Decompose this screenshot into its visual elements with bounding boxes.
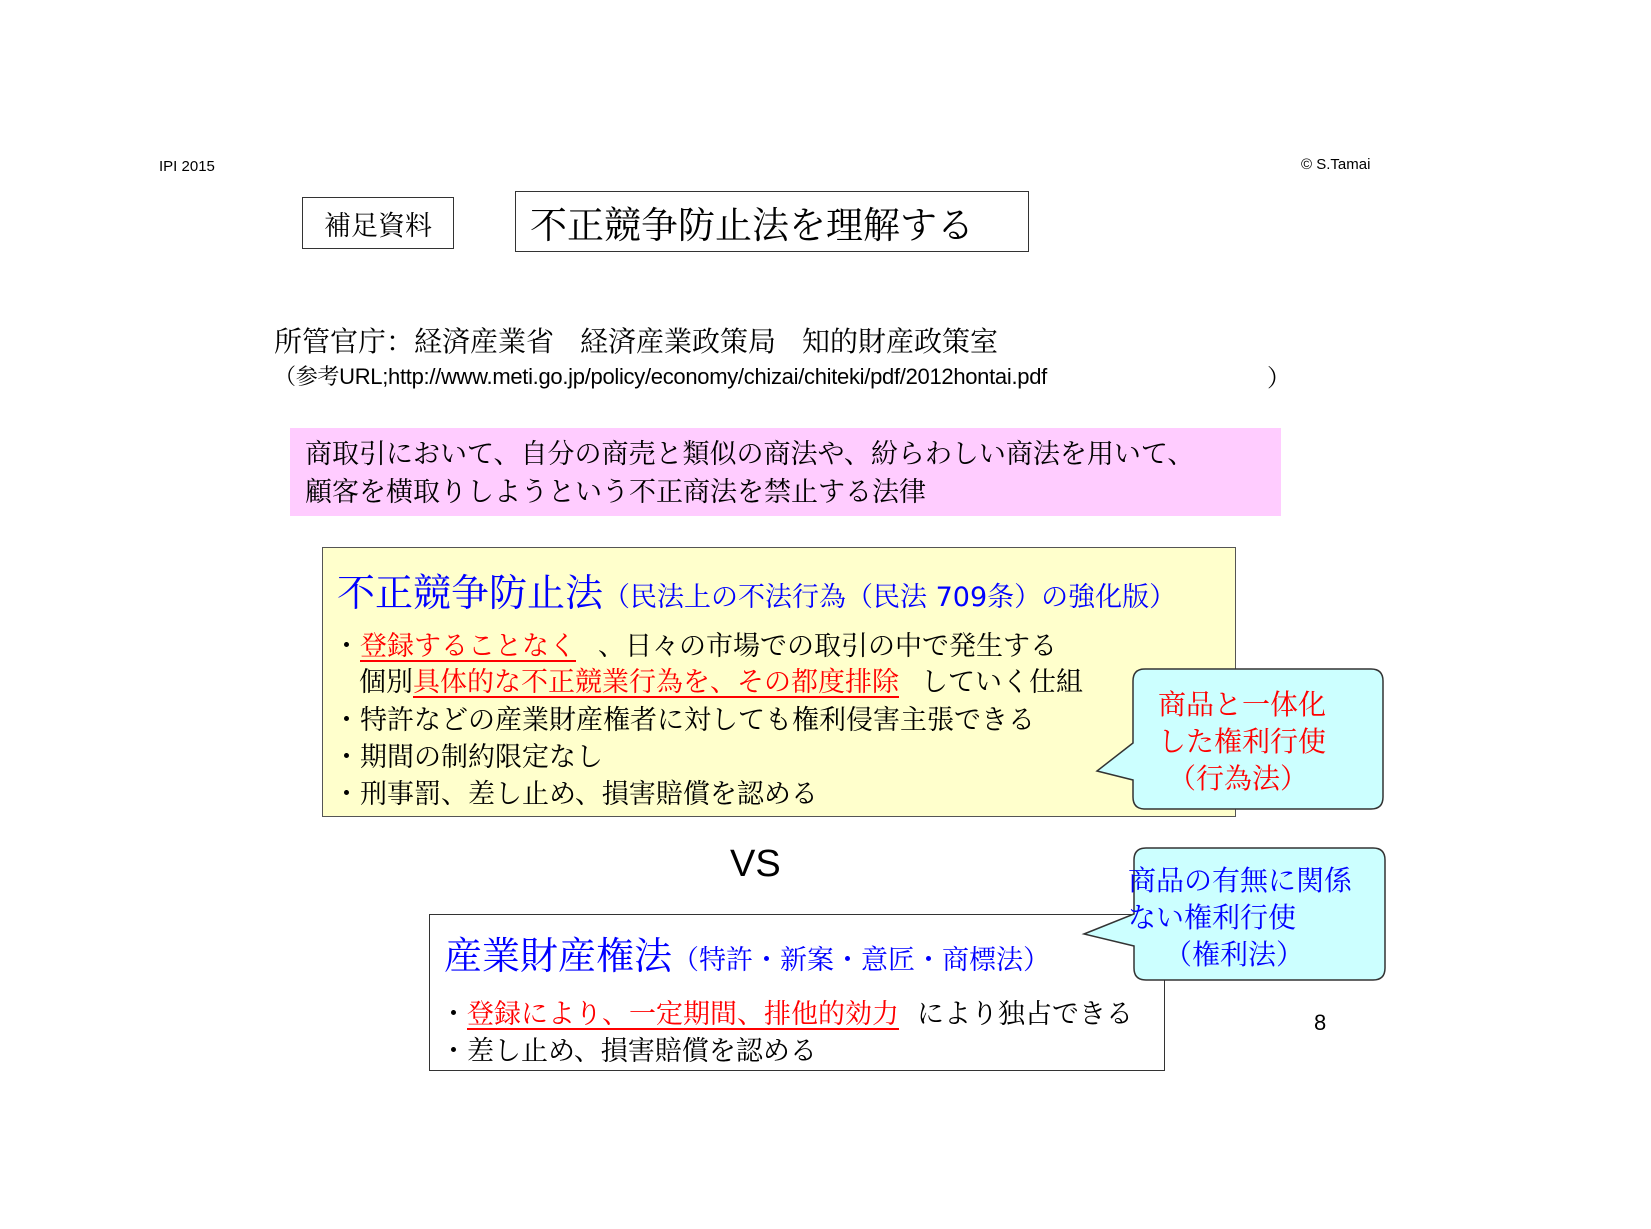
uc-bullet-1: [333, 624, 1057, 663]
uc-bullet-1b-prefix: 個別: [359, 667, 413, 698]
header-left: IPI 2015: [159, 158, 215, 175]
ip-bullet-2: ・差し止め、損害賠償を認める: [440, 1036, 817, 1067]
page-title-text: 不正競争防止法を理解する: [530, 203, 974, 247]
unfair-competition-name: 不正競争防止法: [337, 571, 604, 615]
definition-line-1: 商取引において、自分の商売と類似の商法や、紛らわしい商法を用いて、: [305, 439, 1195, 470]
reference-close: ）: [1267, 364, 1291, 392]
ip-bullet-1-prefix: ・: [440, 999, 467, 1030]
supplement-tag: [302, 197, 454, 249]
ip-bullet-1-emphasis: 登録により、一定期間、排他的効力: [467, 999, 899, 1030]
callout-1-line-2: した権利行使: [1158, 725, 1327, 758]
callout-2-line-1: 商品の有無に関係: [1128, 864, 1353, 897]
ip-bullet-1-rest: により独占できる: [917, 999, 1133, 1030]
uc-bullet-1b: [359, 660, 1083, 699]
uc-bullet-3: ・期間の制約限定なし: [333, 742, 603, 773]
uc-bullet-1b-rest: していく仕組: [921, 667, 1083, 698]
callout-2-line-2: ない権利行使: [1128, 901, 1297, 934]
uc-bullet-4: ・刑事罰、差し止め、損害賠償を認める: [333, 779, 818, 810]
uc-bullet-2: ・特許などの産業財産権者に対しても権利侵害主張できる: [333, 705, 1035, 736]
industrial-property-subtitle: （特許・新案・意匠・商標法）: [672, 945, 1051, 976]
uc-bullet-1b-emphasis: 具体的な不正競業行為を、その都度排除: [413, 667, 899, 698]
ministry-label: 所管官庁：経済産業省: [274, 325, 555, 358]
definition-line-2: 顧客を横取りしようという不正商法を禁止する法律: [305, 477, 926, 508]
industrial-property-heading: [444, 925, 1050, 980]
industrial-property-name: 産業財産権法: [444, 934, 673, 978]
callout-1-line-1: 商品と一体化: [1158, 688, 1327, 721]
callout-1-text: [1158, 686, 1326, 797]
supplement-tag-label: 補足資料: [324, 210, 432, 242]
ip-bullet-1: [440, 992, 1133, 1031]
uc-bullet-1-prefix: ・: [333, 631, 360, 662]
unfair-competition-heading: [337, 562, 1176, 617]
ministry-bureau: 経済産業政策局: [580, 325, 777, 358]
page-title: [515, 191, 1029, 252]
versus-label: VS: [730, 843, 781, 885]
page-number: 8: [1314, 1010, 1327, 1035]
industrial-property-box: [429, 914, 1165, 1071]
uc-bullet-1-rest: 、日々の市場での取引の中で発生する: [598, 631, 1057, 662]
definition-box: [290, 428, 1281, 516]
ministry-line: [274, 320, 998, 360]
uc-bullet-1-emphasis: 登録することなく: [360, 631, 576, 662]
reference-url: （参考URL;http://www.meti.go.jp/policy/economy/chizai/chiteki/pdf/2012hontai.pdf: [274, 364, 1047, 389]
callout-2-line-3: （権利法）: [1164, 938, 1305, 971]
unfair-competition-subtitle: （民法上の不法行為（民法 709条）の強化版）: [603, 582, 1177, 613]
callout-1-line-3: （行為法）: [1168, 762, 1309, 795]
callout-2-text: [1128, 862, 1352, 973]
ministry-office: 知的財産政策室: [802, 325, 999, 358]
header-right: © S.Tamai: [1301, 156, 1371, 173]
